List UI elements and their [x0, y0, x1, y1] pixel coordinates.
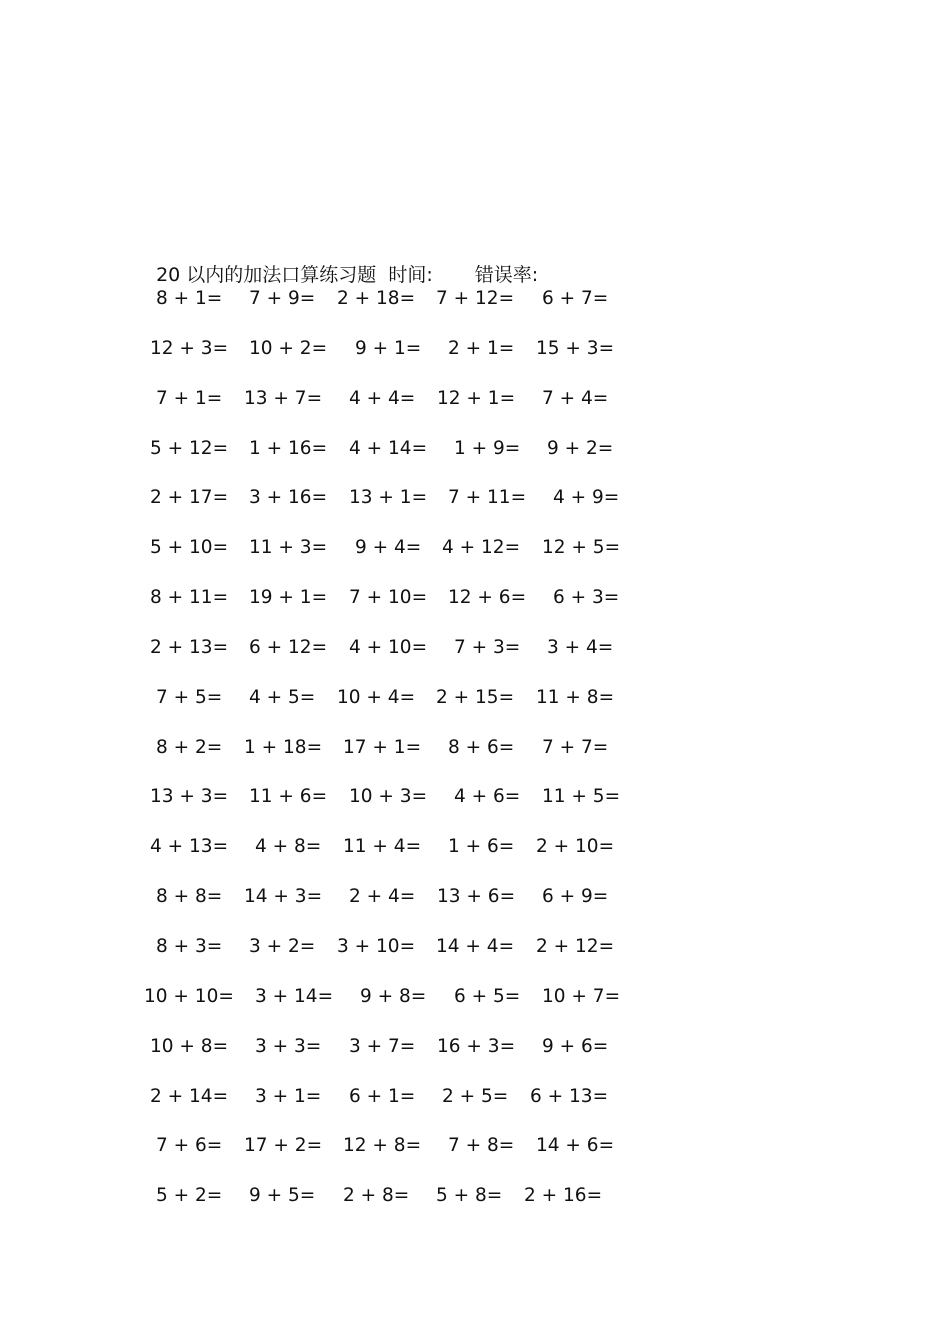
problem-cell: 12 + 3= [150, 337, 229, 359]
problem-cell: 7 + 10= [349, 587, 428, 609]
problem-cell: 2 + 12= [536, 935, 615, 957]
problem-cell: 4 + 13= [150, 836, 229, 858]
problem-cell: 2 + 16= [524, 1185, 603, 1207]
problem-cell: 13 + 1= [349, 487, 428, 509]
problem-cell: 6 + 5= [454, 985, 521, 1007]
worksheet-header [144, 236, 538, 288]
problem-cell: 2 + 17= [150, 487, 229, 509]
problem-cell: 19 + 1= [249, 587, 328, 609]
problem-cell: 2 + 13= [150, 636, 229, 658]
problem-cell: 3 + 7= [349, 1035, 416, 1057]
problem-cell: 4 + 10= [349, 636, 428, 658]
problem-cell: 9 + 4= [355, 537, 422, 559]
problem-cell: 3 + 14= [255, 985, 334, 1007]
problem-cell: 10 + 4= [337, 686, 416, 708]
problem-cell: 3 + 2= [249, 935, 316, 957]
problem-cell: 7 + 11= [448, 487, 527, 509]
problem-cell: 6 + 3= [553, 587, 620, 609]
problem-cell: 8 + 2= [156, 736, 223, 758]
problem-cell: 15 + 3= [536, 337, 615, 359]
problem-cell: 17 + 2= [244, 1135, 323, 1157]
problem-cell: 7 + 3= [454, 636, 521, 658]
error-rate-label: 错误率: [474, 264, 539, 286]
problem-cell: 2 + 14= [150, 1085, 229, 1107]
problem-cell: 14 + 4= [436, 935, 515, 957]
problem-cell: 11 + 3= [249, 537, 328, 559]
problem-cell: 8 + 1= [156, 288, 223, 309]
problem-cell: 4 + 5= [249, 686, 316, 708]
problem-cell: 13 + 6= [437, 886, 516, 908]
problem-cell: 12 + 5= [542, 537, 621, 559]
problem-cell: 6 + 7= [542, 288, 609, 309]
problem-cell: 8 + 11= [150, 587, 229, 609]
problem-cell: 9 + 1= [355, 337, 422, 359]
problem-cell: 6 + 1= [349, 1085, 416, 1107]
problem-cell: 3 + 10= [337, 935, 416, 957]
problem-cell: 3 + 1= [255, 1085, 322, 1107]
problem-cell: 4 + 6= [454, 786, 521, 808]
problem-cell: 6 + 13= [530, 1085, 609, 1107]
problem-cell: 10 + 2= [249, 337, 328, 359]
problem-cell: 8 + 3= [156, 935, 223, 957]
problem-cell: 2 + 1= [448, 337, 515, 359]
problem-cell: 9 + 5= [249, 1185, 316, 1207]
problem-cell: 3 + 3= [255, 1035, 322, 1057]
problem-cell: 13 + 3= [150, 786, 229, 808]
problem-cell: 8 + 8= [156, 886, 223, 908]
problem-cell: 12 + 6= [448, 587, 527, 609]
problem-cell: 14 + 6= [536, 1135, 615, 1157]
problem-cell: 7 + 1= [156, 387, 223, 409]
time-label: 时间: [388, 264, 433, 286]
problem-cell: 7 + 8= [448, 1135, 515, 1157]
problem-cell: 1 + 18= [244, 736, 323, 758]
problem-cell: 2 + 10= [536, 836, 615, 858]
problem-cell: 10 + 3= [349, 786, 428, 808]
problem-cell: 14 + 3= [244, 886, 323, 908]
problem-cell: 7 + 4= [542, 387, 609, 409]
problem-cell: 1 + 16= [249, 437, 328, 459]
problem-cell: 12 + 8= [343, 1135, 422, 1157]
problem-cell: 5 + 8= [436, 1185, 503, 1207]
problem-cell: 4 + 4= [349, 387, 416, 409]
problem-cell: 4 + 12= [442, 537, 521, 559]
problem-cell: 17 + 1= [343, 736, 422, 758]
problem-cell: 1 + 9= [454, 437, 521, 459]
problem-cell: 2 + 5= [442, 1085, 509, 1107]
problem-cell: 9 + 6= [542, 1035, 609, 1057]
problem-cell: 11 + 5= [542, 786, 621, 808]
problem-cell: 11 + 6= [249, 786, 328, 808]
problem-cell: 9 + 8= [360, 985, 427, 1007]
problem-cell: 4 + 9= [553, 487, 620, 509]
problem-cell: 7 + 7= [542, 736, 609, 758]
problem-cell: 8 + 6= [448, 736, 515, 758]
problem-cell: 7 + 6= [156, 1135, 223, 1157]
problem-cell: 3 + 16= [249, 487, 328, 509]
problem-cell: 2 + 4= [349, 886, 416, 908]
problem-cell: 11 + 8= [536, 686, 615, 708]
problem-cell: 7 + 12= [436, 288, 515, 309]
problem-cell: 13 + 7= [244, 387, 323, 409]
problem-cell: 2 + 8= [343, 1185, 410, 1207]
problem-cell: 6 + 9= [542, 886, 609, 908]
problem-cell: 10 + 10= [144, 985, 234, 1007]
problem-cell: 5 + 12= [150, 437, 229, 459]
problem-cell: 2 + 15= [436, 686, 515, 708]
problem-cell: 9 + 2= [547, 437, 614, 459]
problem-cell: 2 + 18= [337, 288, 416, 309]
problem-cell: 7 + 5= [156, 686, 223, 708]
problem-cell: 4 + 8= [255, 836, 322, 858]
problem-cell: 16 + 3= [437, 1035, 516, 1057]
problem-cell: 10 + 8= [150, 1035, 229, 1057]
problem-cell: 5 + 2= [156, 1185, 223, 1207]
problem-cell: 12 + 1= [437, 387, 516, 409]
problem-cell: 10 + 7= [542, 985, 621, 1007]
problem-cell: 6 + 12= [249, 636, 328, 658]
problem-cell: 3 + 4= [547, 636, 614, 658]
problem-cell: 11 + 4= [343, 836, 422, 858]
worksheet-title: 20 以内的加法口算练习题 [156, 264, 377, 286]
problem-cell: 1 + 6= [448, 836, 515, 858]
problem-cell: 4 + 14= [349, 437, 428, 459]
problem-cell: 5 + 10= [150, 537, 229, 559]
problem-cell: 7 + 9= [249, 288, 316, 309]
